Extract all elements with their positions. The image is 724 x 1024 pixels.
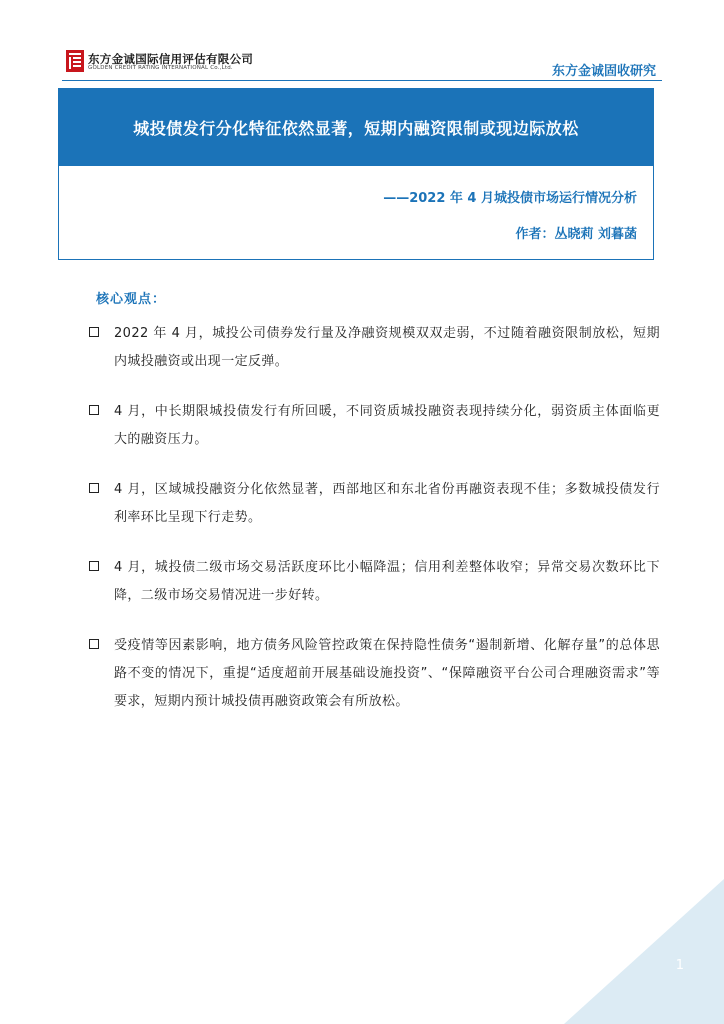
- report-authors: 作者：丛晓莉 刘暮菡: [515, 227, 637, 242]
- title-band: [59, 89, 653, 166]
- point-text: 受疫情等因素影响，地方债务风险管控政策在保持隐性债务“遏制新增、化解存量”的总体思路不变的情况下，重提“适度超前开展基础设施投资”、“保障融资平台公司合理融资需求”等要求，短期内预计城投债再融资政策会有所放松。: [114, 638, 660, 709]
- corner-decoration: [564, 879, 724, 1024]
- list-item: [88, 398, 660, 454]
- header-brand-label: 东方金诚固收研究: [551, 64, 656, 79]
- list-item: [88, 632, 660, 716]
- checkbox-bullet-icon: [89, 639, 99, 649]
- core-points-list: [88, 320, 660, 738]
- list-item: [88, 476, 660, 532]
- logo-mark-icon: [66, 50, 84, 72]
- logo-chinese-name: 东方金诚国际信用评估有限公司: [88, 52, 254, 66]
- checkbox-bullet-icon: [89, 483, 99, 493]
- company-logo: [66, 50, 266, 74]
- logo-english-name: GOLDEN CREDIT RATING INTERNATIONAL Co.,Ltd.: [88, 65, 233, 71]
- point-text: 4 月，中长期限城投债发行有所回暖，不同资质城投融资表现持续分化，弱资质主体面临更大的融资压力。: [114, 404, 660, 447]
- header-divider: [62, 80, 662, 81]
- report-subtitle: ——2022 年 4 月城投债市场运行情况分析: [383, 191, 637, 206]
- report-title: 城投债发行分化特征依然显著，短期内融资限制或现边际放松: [133, 119, 579, 138]
- checkbox-bullet-icon: [89, 561, 99, 571]
- checkbox-bullet-icon: [89, 327, 99, 337]
- title-box: [58, 88, 654, 260]
- list-item: [88, 554, 660, 610]
- point-text: 2022 年 4 月，城投公司债券发行量及净融资规模双双走弱，不过随着融资限制放松，短期内城投融资或出现一定反弹。: [114, 326, 660, 369]
- page-number: 1: [675, 958, 684, 973]
- point-text: 4 月，区域城投融资分化依然显著，西部地区和东北省份再融资表现不佳；多数城投债发行利率环比呈现下行走势。: [114, 482, 660, 525]
- core-views-heading: 核心观点：: [96, 292, 167, 307]
- checkbox-bullet-icon: [89, 405, 99, 415]
- point-text: 4 月，城投债二级市场交易活跃度环比小幅降温；信用利差整体收窄；异常交易次数环比下降，二级市场交易情况进一步好转。: [114, 560, 660, 603]
- list-item: [88, 320, 660, 376]
